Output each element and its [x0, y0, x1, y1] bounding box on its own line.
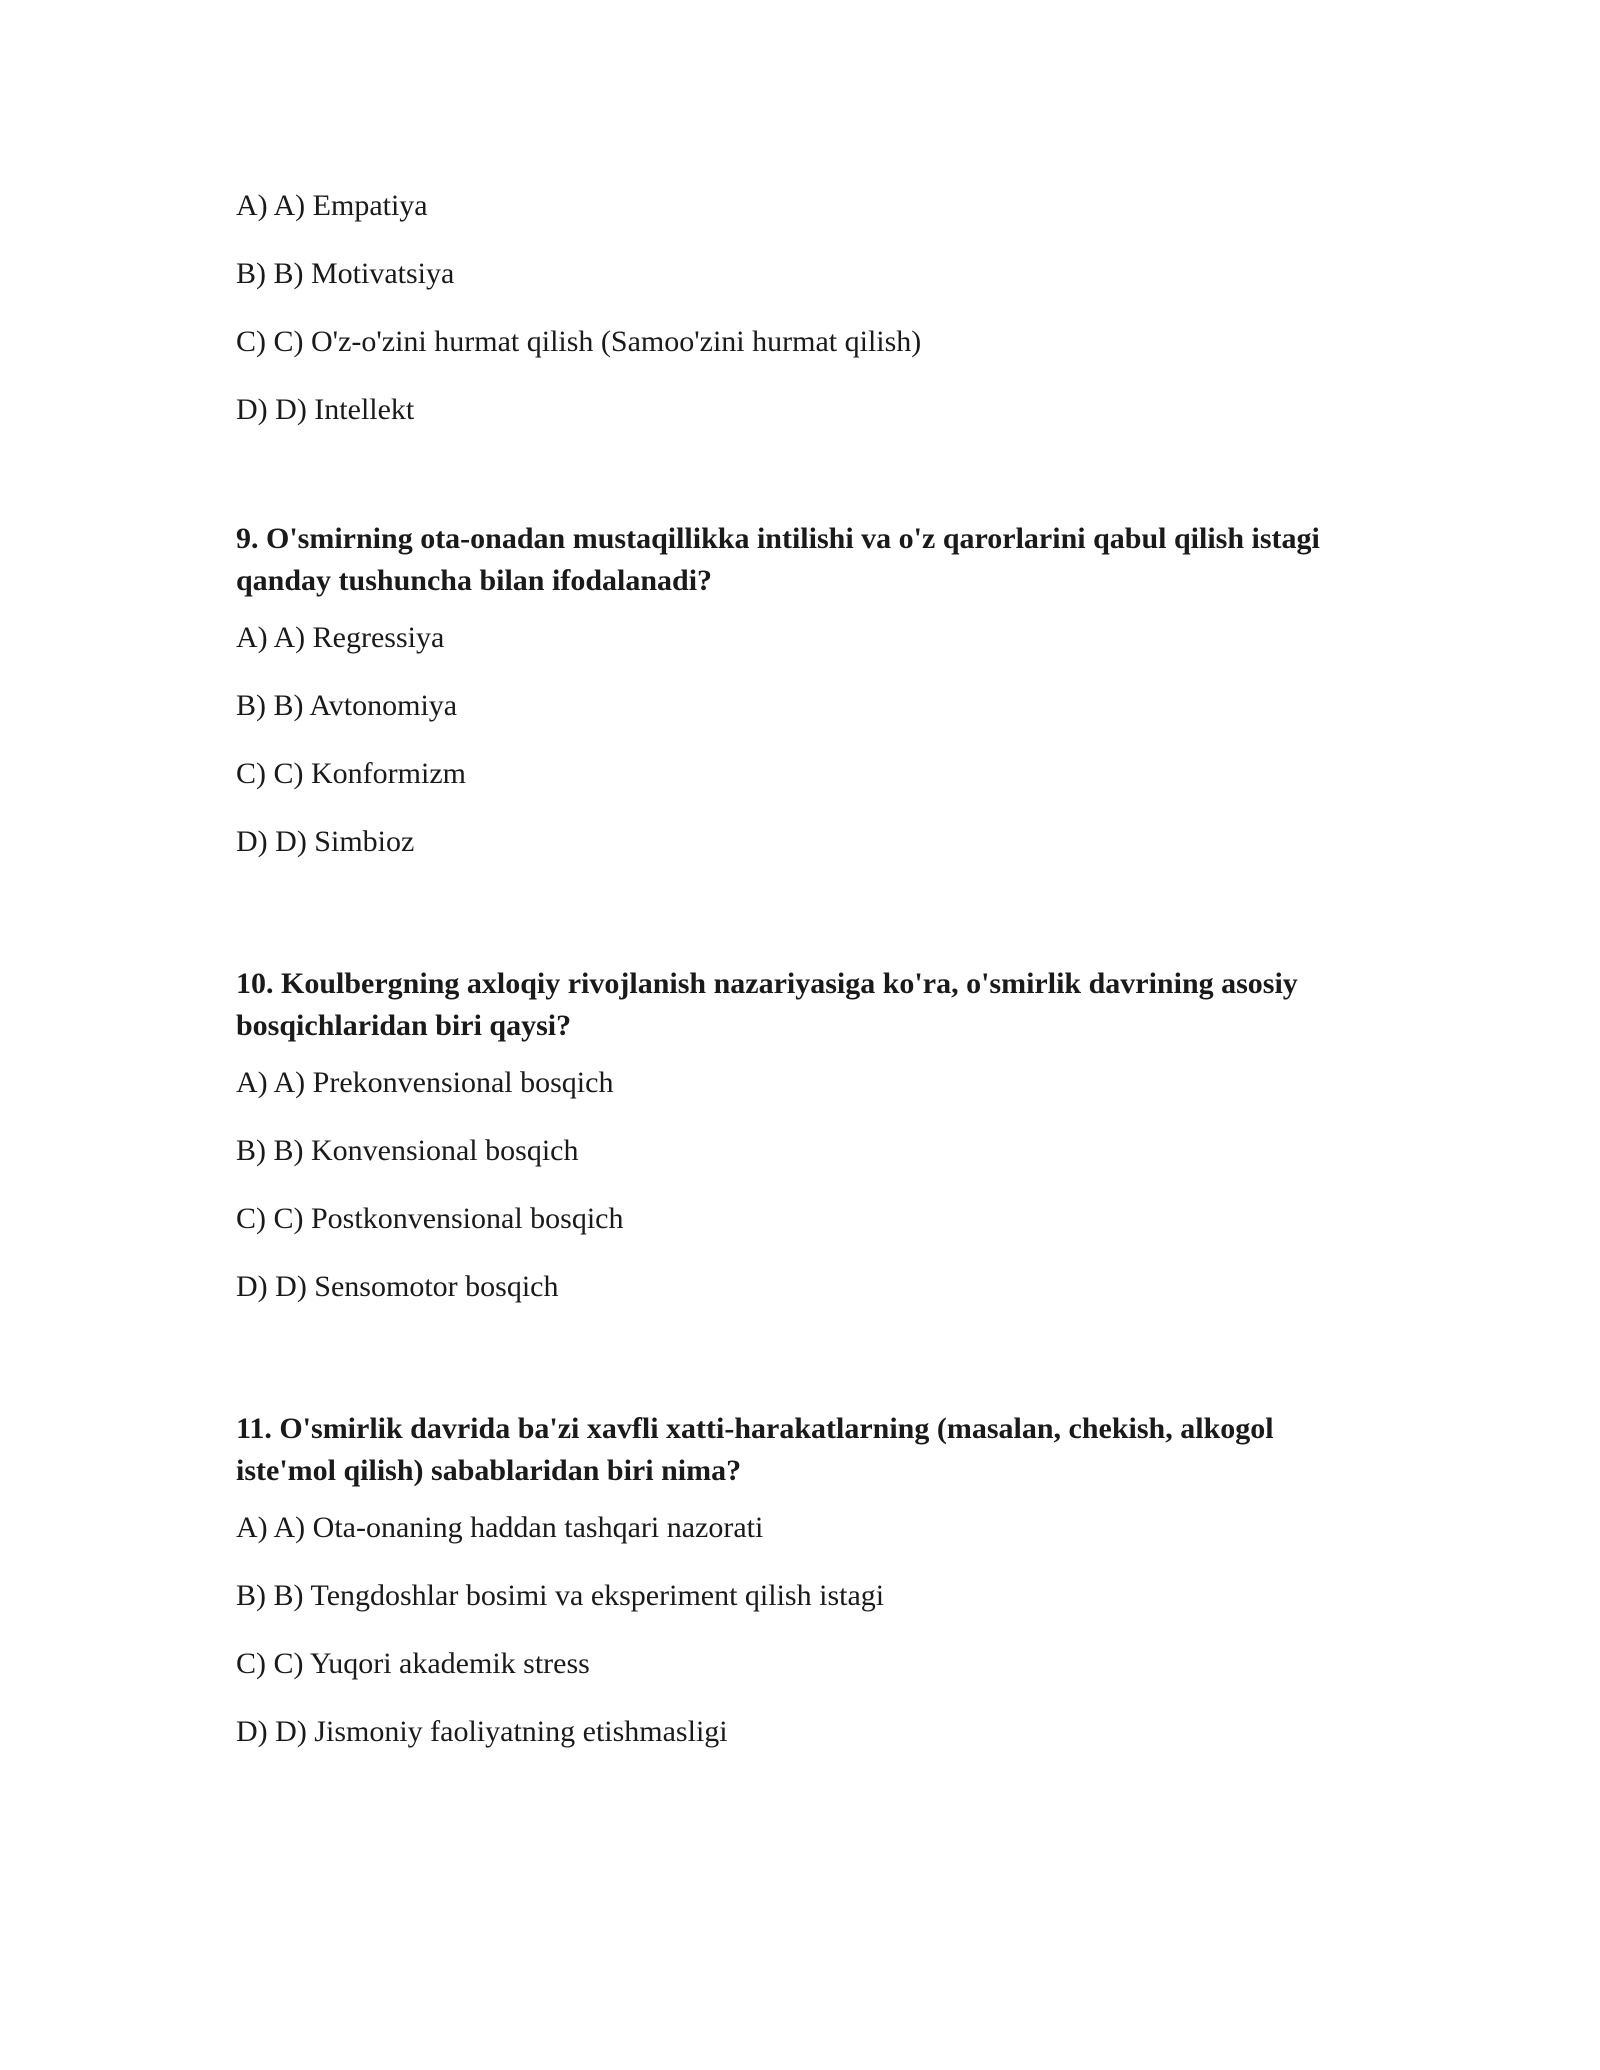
option-d: D) D) Simbioz — [236, 825, 415, 858]
question-block-9 — [236, 518, 1366, 892]
option-d: D) D) Jismoniy faoliyatning etishmasligi — [236, 1715, 728, 1748]
option-d: D) D) Intellekt — [236, 393, 415, 426]
option-a: A) A) Empatiya — [236, 189, 428, 222]
question-text: 11. O'smirlik davrida ba'zi xavfli xatti-harakatlarning (masalan, chekish, alkogol iste'mol qilish) sabablaridan biri nima? — [236, 1412, 1274, 1487]
option-b: B) B) Tengdoshlar bosimi va eksperiment qilish istagi — [236, 1579, 885, 1612]
question-block-10 — [236, 963, 1366, 1337]
option-b: B) B) Konvensional bosqich — [236, 1134, 579, 1167]
option-a: A) A) Prekonvensional bosqich — [236, 1066, 614, 1099]
question-options — [236, 620, 1366, 892]
option-d: D) D) Sensomotor bosqich — [236, 1270, 559, 1303]
question-text: 9. O'smirning ota-onadan mustaqillikka intilishi va o'z qarorlarini qabul qilish istagi qanday tushuncha bilan ifodalanadi? — [236, 522, 1320, 597]
option-c: C) C) Konformizm — [236, 757, 466, 790]
option-b: B) B) Motivatsiya — [236, 257, 455, 290]
question-text: 10. Koulbergning axloqiy rivojlanish nazariyasiga ko'ra, o'smirlik davrining asosiy bosqichlaridan biri qaysi? — [236, 967, 1298, 1042]
prev-question-options — [236, 188, 1366, 460]
question-options — [236, 1065, 1366, 1337]
option-b: B) B) Avtonomiya — [236, 689, 458, 722]
option-c: C) C) Postkonvensional bosqich — [236, 1202, 624, 1235]
option-a: A) A) Ota-onaning haddan tashqari nazorati — [236, 1511, 764, 1544]
option-c: C) C) Yuqori akademik stress — [236, 1647, 590, 1680]
option-c: C) C) O'z-o'zini hurmat qilish (Samoo'zini hurmat qilish) — [236, 325, 922, 358]
question-options — [236, 1510, 1366, 1782]
option-a: A) A) Regressiya — [236, 621, 445, 654]
question-block-11 — [236, 1408, 1366, 1782]
